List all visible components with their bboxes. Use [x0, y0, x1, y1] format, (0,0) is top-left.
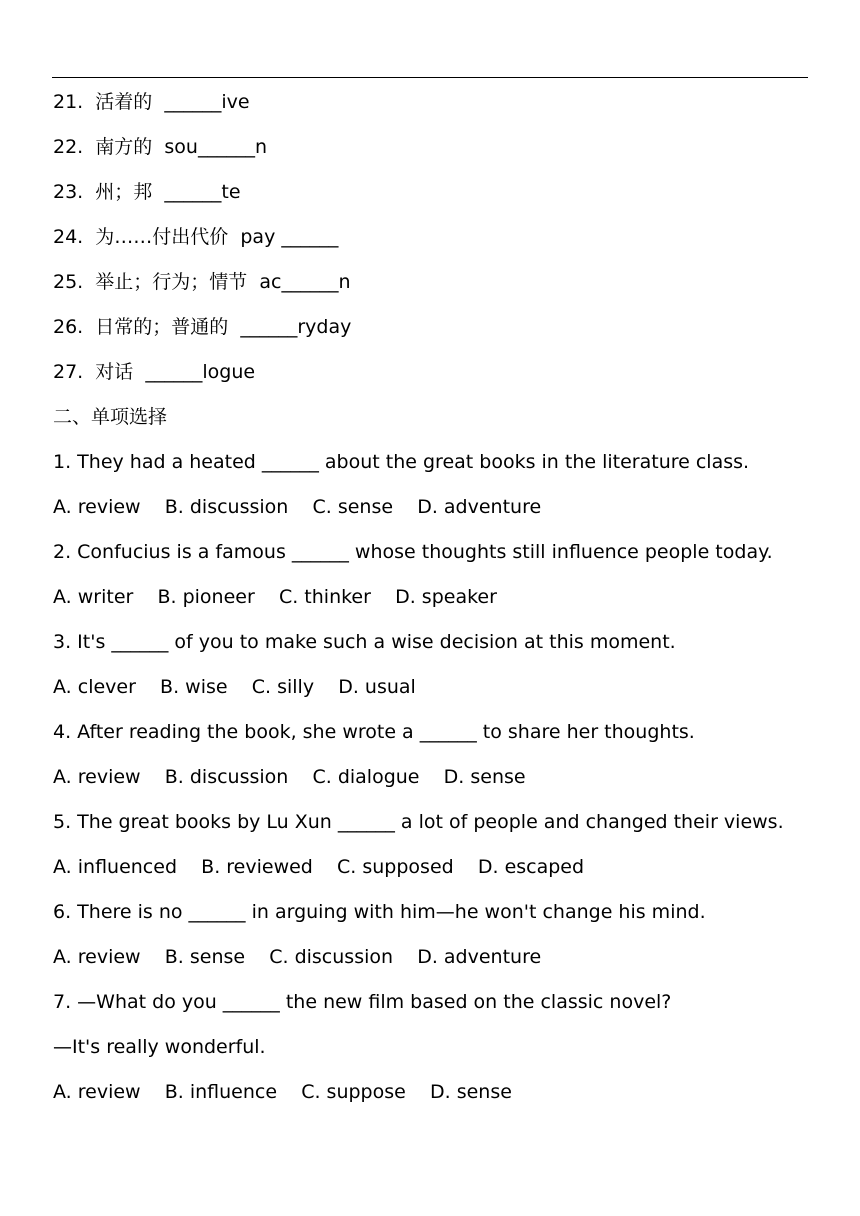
question-6-options: A. review B. sense C. discussion D. adventure: [53, 946, 542, 968]
question-7-stem: 7. —What do you ______ the new film based on the classic novel?: [53, 991, 672, 1013]
question-1-options: A. review B. discussion C. sense D. adventure: [53, 496, 542, 518]
vocab-item-27: 27. 对话 ______logue: [53, 361, 256, 383]
question-7-options: A. review B. influence C. suppose D. sense: [53, 1081, 512, 1103]
vocab-item-21: 21. 活着的 ______ive: [53, 91, 250, 113]
vocab-item-26: 26. 日常的；普通的 ______ryday: [53, 316, 352, 338]
vocab-item-22: 22. 南方的 sou______n: [53, 136, 267, 158]
question-3-stem: 3. It's ______ of you to make such a wise decision at this moment.: [53, 631, 676, 653]
question-5-options: A. influenced B. reviewed C. supposed D. escaped: [53, 856, 585, 878]
question-5-stem: 5. The great books by Lu Xun ______ a lot of people and changed their views.: [53, 811, 784, 833]
question-6-stem: 6. There is no ______ in arguing with him—he won't change his mind.: [53, 901, 706, 923]
section-title: 二、单项选择: [53, 406, 168, 428]
worksheet: [53, 80, 833, 1115]
vocab-item-23: 23. 州；邦 ______te: [53, 181, 241, 203]
question-4-options: A. review B. discussion C. dialogue D. sense: [53, 766, 526, 788]
question-2-stem: 2. Confucius is a famous ______ whose thoughts still influence people today.: [53, 541, 773, 563]
question-4-stem: 4. After reading the book, she wrote a ______ to share her thoughts.: [53, 721, 695, 743]
question-1-stem: 1. They had a heated ______ about the great books in the literature class.: [53, 451, 750, 473]
vocab-item-24: 24. 为……付出代价 pay ______: [53, 226, 339, 248]
question-3-options: A. clever B. wise C. silly D. usual: [53, 676, 416, 698]
question-2-options: A. writer B. pioneer C. thinker D. speaker: [53, 586, 497, 608]
top-rule: [52, 77, 808, 78]
vocab-item-25: 25. 举止；行为；情节 ac______n: [53, 271, 351, 293]
question-7-reply: —It's really wonderful.: [53, 1036, 266, 1058]
